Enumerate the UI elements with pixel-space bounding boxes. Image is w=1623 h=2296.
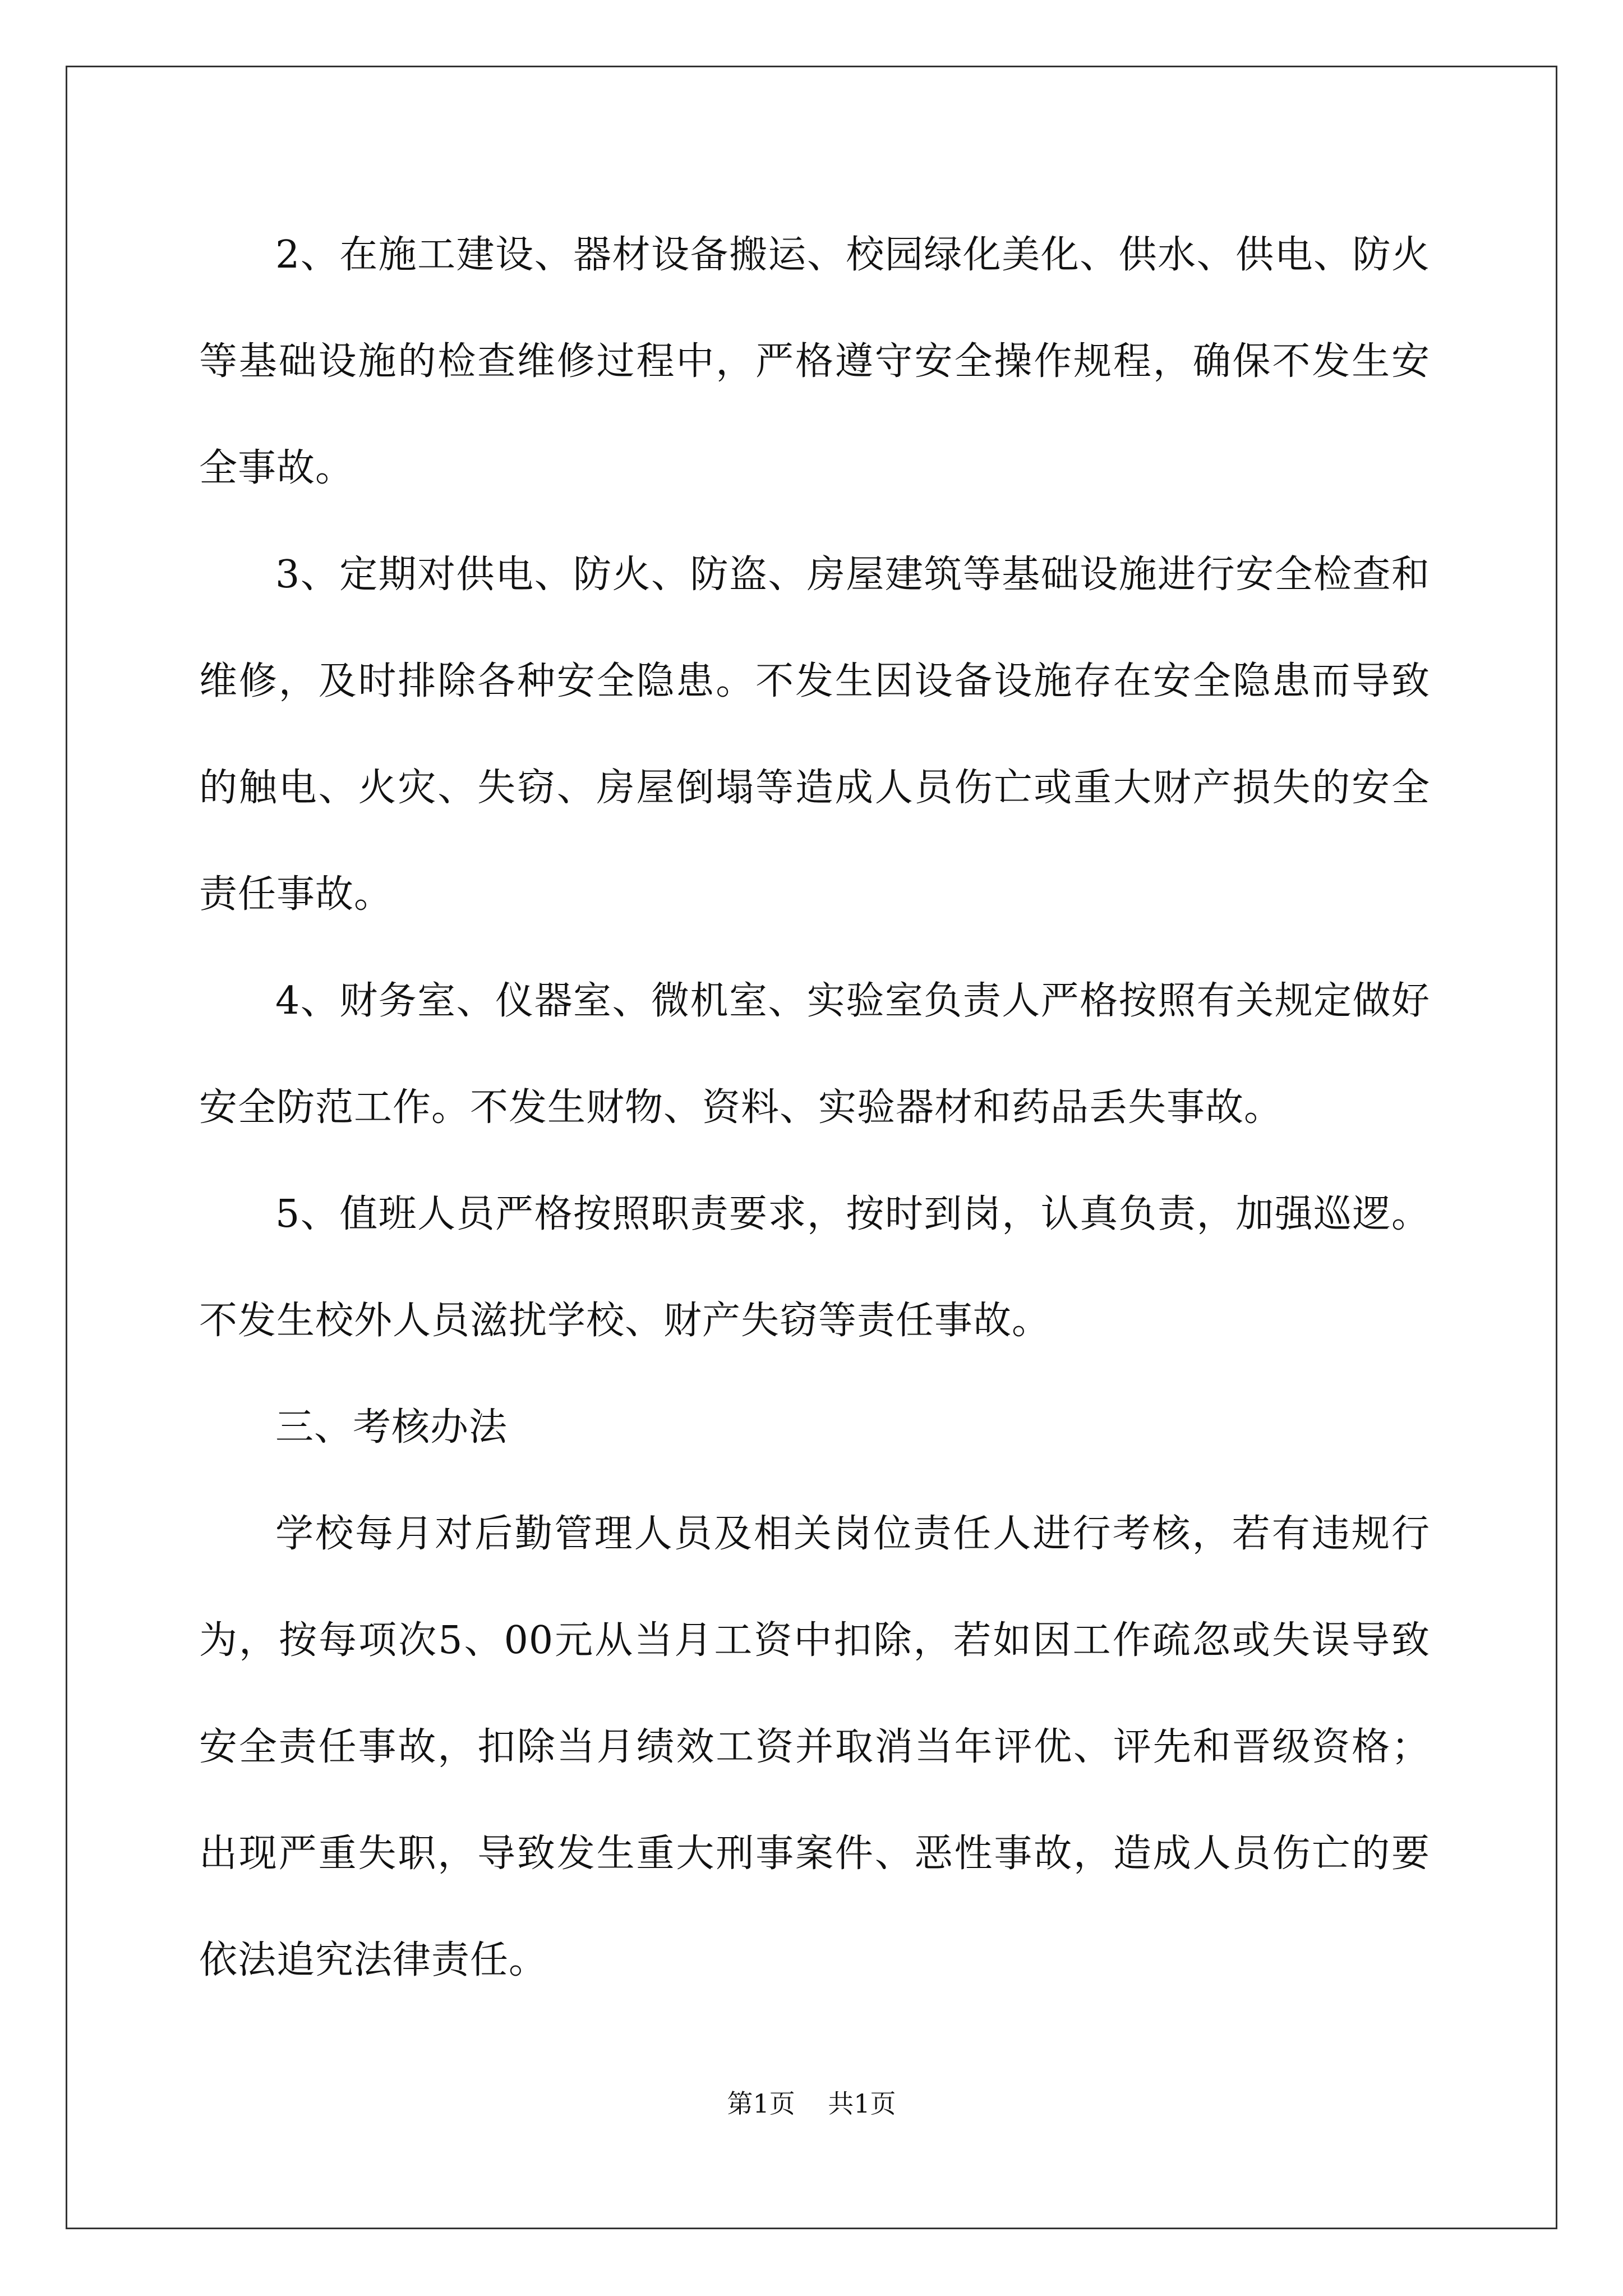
document-body [199,202,1430,2014]
paragraph-assessment-method: 学校每月对后勤管理人员及相关岗位责任人进行考核，若有违规行为，按每项次5、00元从当月工资中扣除，若如因工作疏忽或失误导致安全责任事故，扣除当月绩效工资并取消当年评优、评先和晋级资格；出现严重失职，导致发生重大刑事案件、恶性事故，造成人员伤亡的要依法追究法律责任。 [199,1512,1430,1982]
section-heading-assessment: 三、考核办法 [275,1405,508,1450]
paragraph-item-4: 4、财务室、仪器室、微机室、实验室负责人严格按照有关规定做好安全防范工作。不发生财物、资料、实验器材和药品丢失事故。 [199,979,1430,1130]
paragraph-item-5: 5、值班人员严格按照职责要求，按时到岗，认真负责，加强巡逻。不发生校外人员滋扰学校、财产失窃等责任事故。 [199,1192,1430,1343]
footer-spacer [795,2088,828,2119]
page-number: 第1页 [727,2088,795,2119]
page-footer [0,2087,1623,2120]
paragraph-item-2: 2、在施工建设、器材设备搬运、校园绿化美化、供水、供电、防火等基础设施的检查维修过程中，严格遵守安全操作规程，确保不发生安全事故。 [199,233,1430,490]
page-total: 共1页 [828,2088,896,2119]
paragraph-item-3: 3、定期对供电、防火、防盗、房屋建筑等基础设施进行安全检查和维修，及时排除各种安全隐患。不发生因设备设施存在安全隐患而导致的触电、火灾、失窃、房屋倒塌等造成人员伤亡或重大财产损失的安全责任事故。 [199,553,1430,917]
